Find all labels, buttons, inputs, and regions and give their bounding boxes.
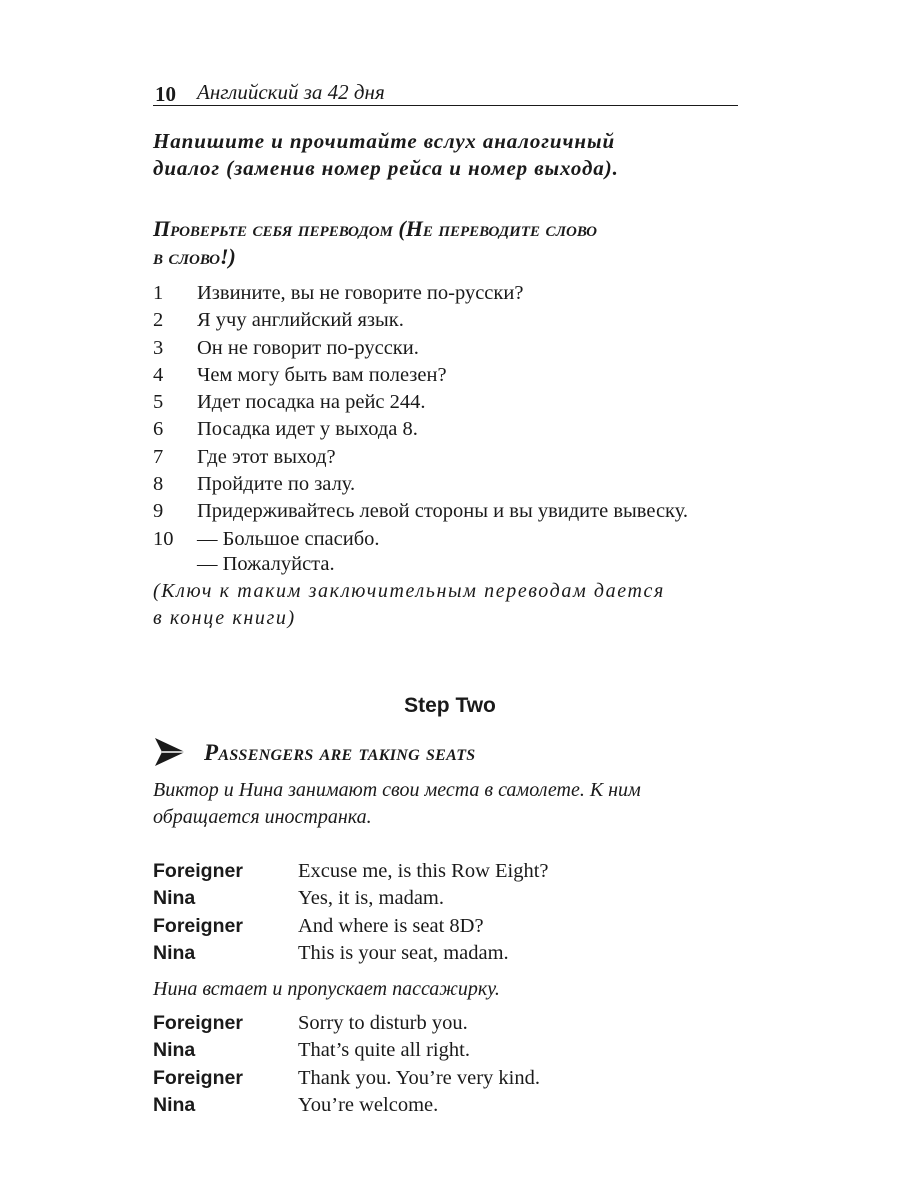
dialogue-row	[153, 940, 753, 967]
dialogue-block-2	[153, 1010, 753, 1119]
page-header	[153, 80, 738, 106]
check-heading-line: Проверьте себя переводом (Не переводите слово	[153, 216, 597, 241]
exercise-item-10-reply: — Пожалуйста.	[197, 553, 335, 575]
dialogue-row	[153, 1010, 753, 1037]
exercise-number: 2	[153, 309, 164, 332]
speaker-name: Foreigner	[153, 914, 243, 937]
dialogue-line: Excuse me, is this Row Eight?	[298, 860, 549, 882]
dialogue-row	[153, 1037, 753, 1064]
speaker-name: Nina	[153, 1039, 196, 1062]
exercise-item	[153, 471, 753, 498]
exercise-text: Я учу английский язык.	[197, 309, 404, 332]
dialogue-line: This is your seat, madam.	[298, 941, 509, 964]
arrow-right-icon	[153, 737, 187, 767]
exercise-item	[153, 307, 753, 334]
page-number: 10	[155, 82, 176, 106]
exercise-item	[153, 444, 753, 471]
speaker-name: Nina	[153, 887, 196, 910]
dialogue-line: Thank you. You’re very kind.	[298, 1066, 540, 1089]
key-note-line: (Ключ к таким заключительным переводам дается	[153, 580, 665, 602]
speaker-name: Nina	[153, 1093, 196, 1116]
dialogue-row	[153, 1092, 753, 1119]
exercise-number: 3	[153, 336, 164, 359]
instruction-line: Напишите и прочитайте вслух аналогичный	[153, 129, 616, 153]
speaker-name: Foreigner	[153, 1012, 243, 1034]
dialogue-line: Yes, it is, madam.	[298, 887, 444, 910]
exercise-number: 7	[153, 445, 164, 468]
running-title: Английский за 42 дня	[197, 80, 385, 104]
exercise-text: Пройдите по залу.	[197, 473, 356, 496]
scene-description	[153, 777, 738, 831]
dialogue-row	[153, 913, 753, 940]
answer-key-note	[153, 578, 738, 632]
dialogue-row	[153, 1065, 753, 1092]
stage-direction: Нина встает и пропускает пассажирку.	[153, 978, 500, 1000]
scene-description-line: Виктор и Нина занимают свои места в самолете. К ним	[153, 779, 641, 801]
exercise-text: Идет посадка на рейс 244.	[197, 391, 426, 414]
exercise-text: Придерживайтесь левой стороны и вы увидите вывеску.	[197, 500, 689, 523]
key-note-line: в конце книги)	[153, 607, 296, 629]
dialogue-line: You’re welcome.	[298, 1093, 439, 1116]
exercise-number: 8	[153, 473, 164, 496]
exercise-text: Посадка идет у выхода 8.	[197, 418, 418, 441]
exercise-item	[153, 335, 753, 362]
exercise-item	[153, 498, 753, 525]
exercise-number: 4	[153, 363, 164, 386]
exercise-item	[153, 416, 753, 443]
dialogue-line: And where is seat 8D?	[298, 914, 484, 937]
dialogue-line: Sorry to disturb you.	[298, 1012, 468, 1034]
exercise-text: — Большое спасибо.	[197, 527, 380, 550]
speaker-name: Nina	[153, 941, 196, 964]
exercise-number: 5	[153, 391, 164, 414]
exercise-text: Он не говорит по-русски.	[197, 336, 419, 359]
speaker-name: Foreigner	[153, 1066, 243, 1089]
exercise-text: Извините, вы не говорите по-русски?	[197, 282, 524, 304]
instruction-line: диалог (заменив номер рейса и номер выхода).	[153, 156, 619, 180]
exercise-item	[153, 280, 753, 307]
dialogue-row	[153, 858, 753, 885]
exercise-item	[153, 362, 753, 389]
step-title: Step Two	[404, 694, 496, 717]
scene-description-line: обращается иностранка.	[153, 806, 372, 828]
translation-exercise-list	[153, 280, 753, 553]
check-yourself-heading	[153, 215, 738, 271]
exercise-text: Где этот выход?	[197, 445, 336, 468]
speaker-name: Foreigner	[153, 860, 243, 882]
dialogue-line: That’s quite all right.	[298, 1039, 470, 1062]
exercise-number: 1	[153, 282, 164, 304]
check-heading-line: в слово!)	[153, 244, 236, 269]
exercise-text: Чем могу быть вам полезен?	[197, 363, 447, 386]
exercise-number: 6	[153, 418, 164, 441]
instruction-text	[153, 128, 738, 182]
dialogue-row	[153, 885, 753, 912]
exercise-item	[153, 389, 753, 416]
exercise-number: 10	[153, 527, 174, 550]
dialogue-block-1	[153, 858, 753, 967]
section-heading: Passengers are taking seats	[204, 740, 476, 765]
exercise-number: 9	[153, 500, 164, 523]
exercise-item	[153, 526, 753, 553]
